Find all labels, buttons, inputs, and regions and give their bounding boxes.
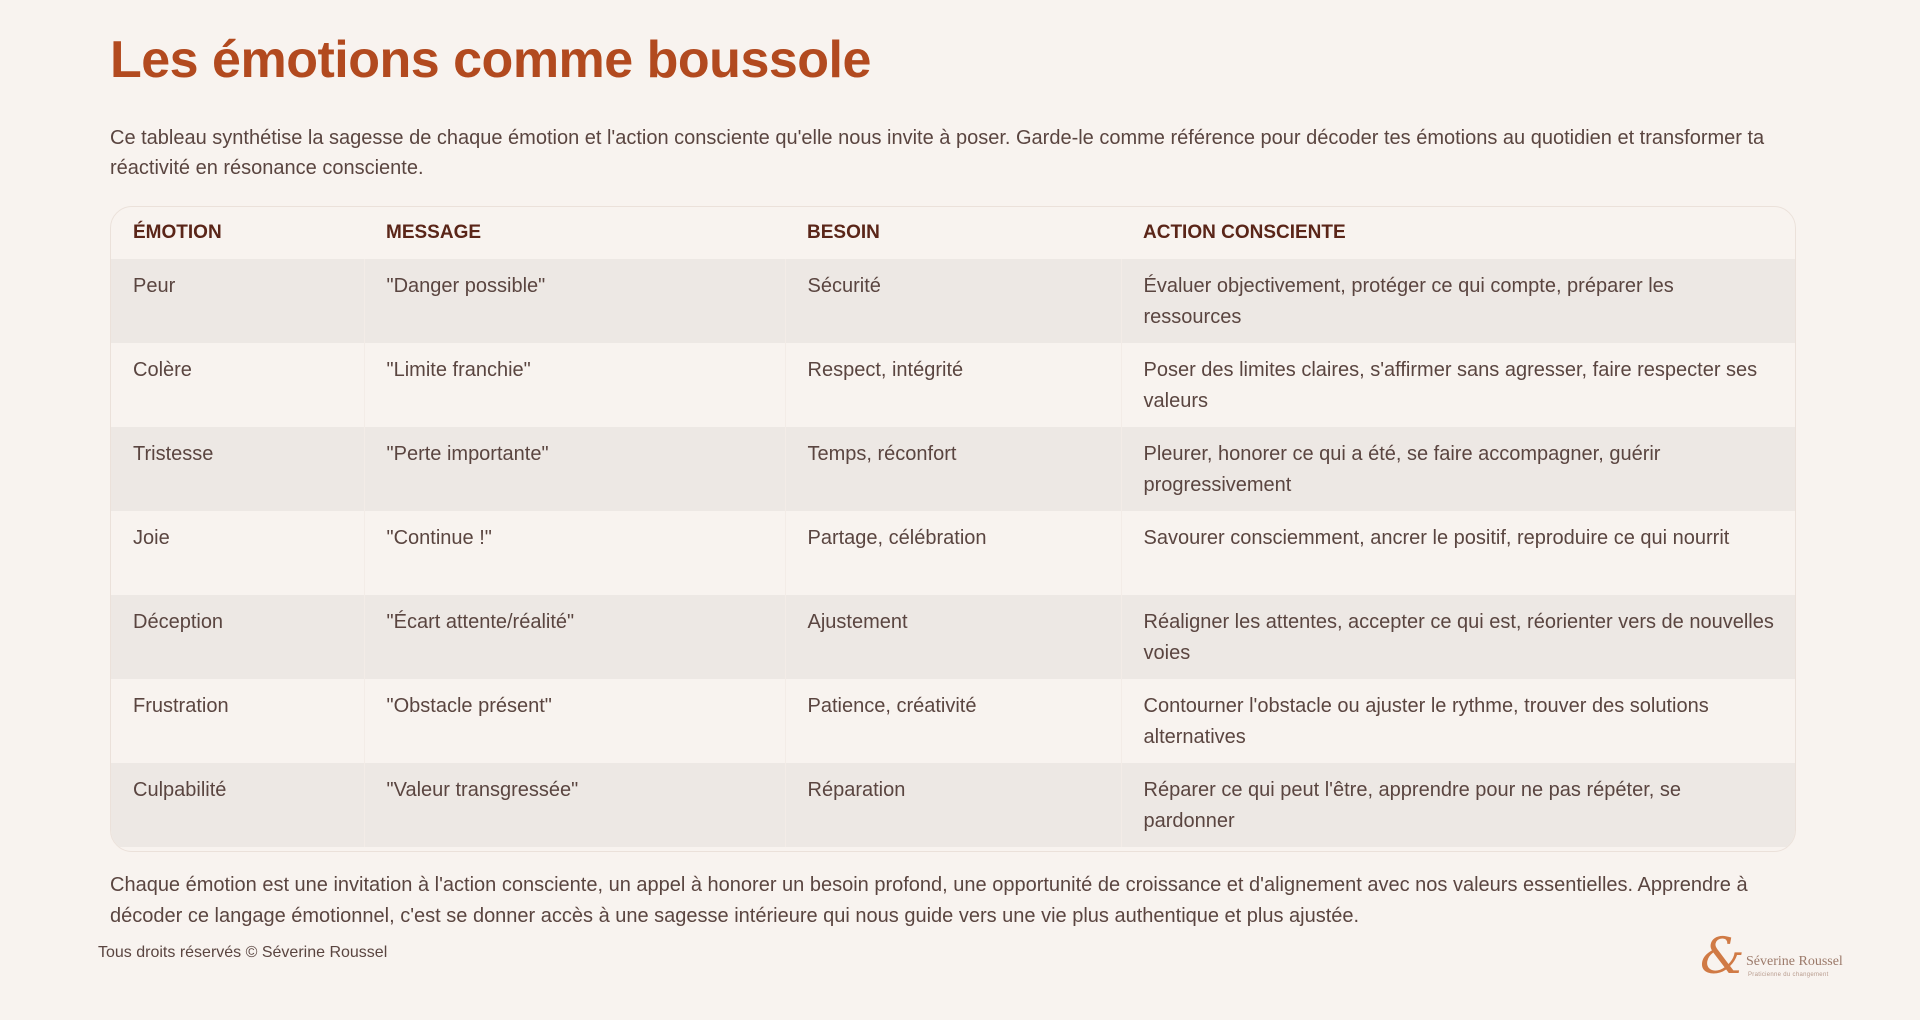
- header-besoin: BESOIN: [807, 222, 880, 243]
- cell-emotion: Joie: [111, 511, 364, 595]
- cell-message: "Écart attente/réalité": [364, 595, 785, 679]
- cell-action: Réaligner les attentes, accepter ce qui est, réorienter vers de nouvelles voies: [1121, 595, 1795, 679]
- header-emotion: ÉMOTION: [133, 222, 222, 243]
- cell-besoin: Respect, intégrité: [785, 343, 1121, 427]
- table-row: [111, 343, 1795, 427]
- cell-besoin: Temps, réconfort: [785, 427, 1121, 511]
- table-header-row: [111, 207, 1795, 259]
- cell-action: Évaluer objectivement, protéger ce qui compte, préparer les ressources: [1121, 259, 1795, 343]
- page-title: Les émotions comme boussole: [110, 31, 871, 89]
- cell-message: "Perte importante": [364, 427, 785, 511]
- cell-action: Contourner l'obstacle ou ajuster le rythme, trouver des solutions alternatives: [1121, 679, 1795, 763]
- header-message: MESSAGE: [386, 222, 482, 243]
- brand-logo: [1700, 927, 1850, 986]
- header-action: ACTION CONSCIENTE: [1143, 222, 1346, 243]
- cell-besoin: Ajustement: [785, 595, 1121, 679]
- table-row: [111, 595, 1795, 679]
- brand-tagline: Praticienne du changement: [1748, 972, 1829, 978]
- cell-action: Réparer ce qui peut l'être, apprendre pour ne pas répéter, se pardonner: [1121, 763, 1795, 847]
- cell-message: "Continue !": [364, 511, 785, 595]
- cell-besoin: Réparation: [785, 763, 1121, 847]
- emotions-table: [110, 206, 1796, 852]
- cell-emotion: Frustration: [111, 679, 364, 763]
- cell-message: "Limite franchie": [364, 343, 785, 427]
- cell-action: Savourer consciemment, ancrer le positif, reproduire ce qui nourrit: [1121, 511, 1795, 595]
- cell-emotion: Peur: [111, 259, 364, 343]
- table-row: [111, 679, 1795, 763]
- ampersand-logo-icon: &: [1700, 927, 1745, 985]
- cell-action: Pleurer, honorer ce qui a été, se faire accompagner, guérir progressivement: [1121, 427, 1795, 511]
- cell-message: "Danger possible": [364, 259, 785, 343]
- table-row: [111, 259, 1795, 343]
- brand-name: Séverine Roussel: [1746, 954, 1843, 969]
- cell-emotion: Déception: [111, 595, 364, 679]
- intro-paragraph: Ce tableau synthétise la sagesse de chaque émotion et l'action consciente qu'elle nous invite à poser. Garde-le comme référence pour décoder tes émotions au quotidien et transformer ta réactivité en résonance consciente.: [110, 127, 1765, 179]
- copyright-notice: Tous droits réservés © Séverine Roussel: [98, 944, 388, 961]
- cell-besoin: Patience, créativité: [785, 679, 1121, 763]
- table-row: [111, 763, 1795, 847]
- cell-action: Poser des limites claires, s'affirmer sans agresser, faire respecter ses valeurs: [1121, 343, 1795, 427]
- cell-message: "Valeur transgressée": [364, 763, 785, 847]
- cell-message: "Obstacle présent": [364, 679, 785, 763]
- cell-emotion: Colère: [111, 343, 364, 427]
- outro-paragraph: Chaque émotion est une invitation à l'action consciente, un appel à honorer un besoin profond, une opportunité de croissance et d'alignement avec nos valeurs essentielles. Apprendre à décoder ce langage émotionnel, c'est se donner accès à une sagesse intérieure qui nous guide vers une vie plus authentique et plus ajustée.: [110, 874, 1748, 927]
- table-row: [111, 427, 1795, 511]
- cell-emotion: Tristesse: [111, 427, 364, 511]
- cell-emotion: Culpabilité: [111, 763, 364, 847]
- cell-besoin: Sécurité: [785, 259, 1121, 343]
- cell-besoin: Partage, célébration: [785, 511, 1121, 595]
- table-row: [111, 511, 1795, 595]
